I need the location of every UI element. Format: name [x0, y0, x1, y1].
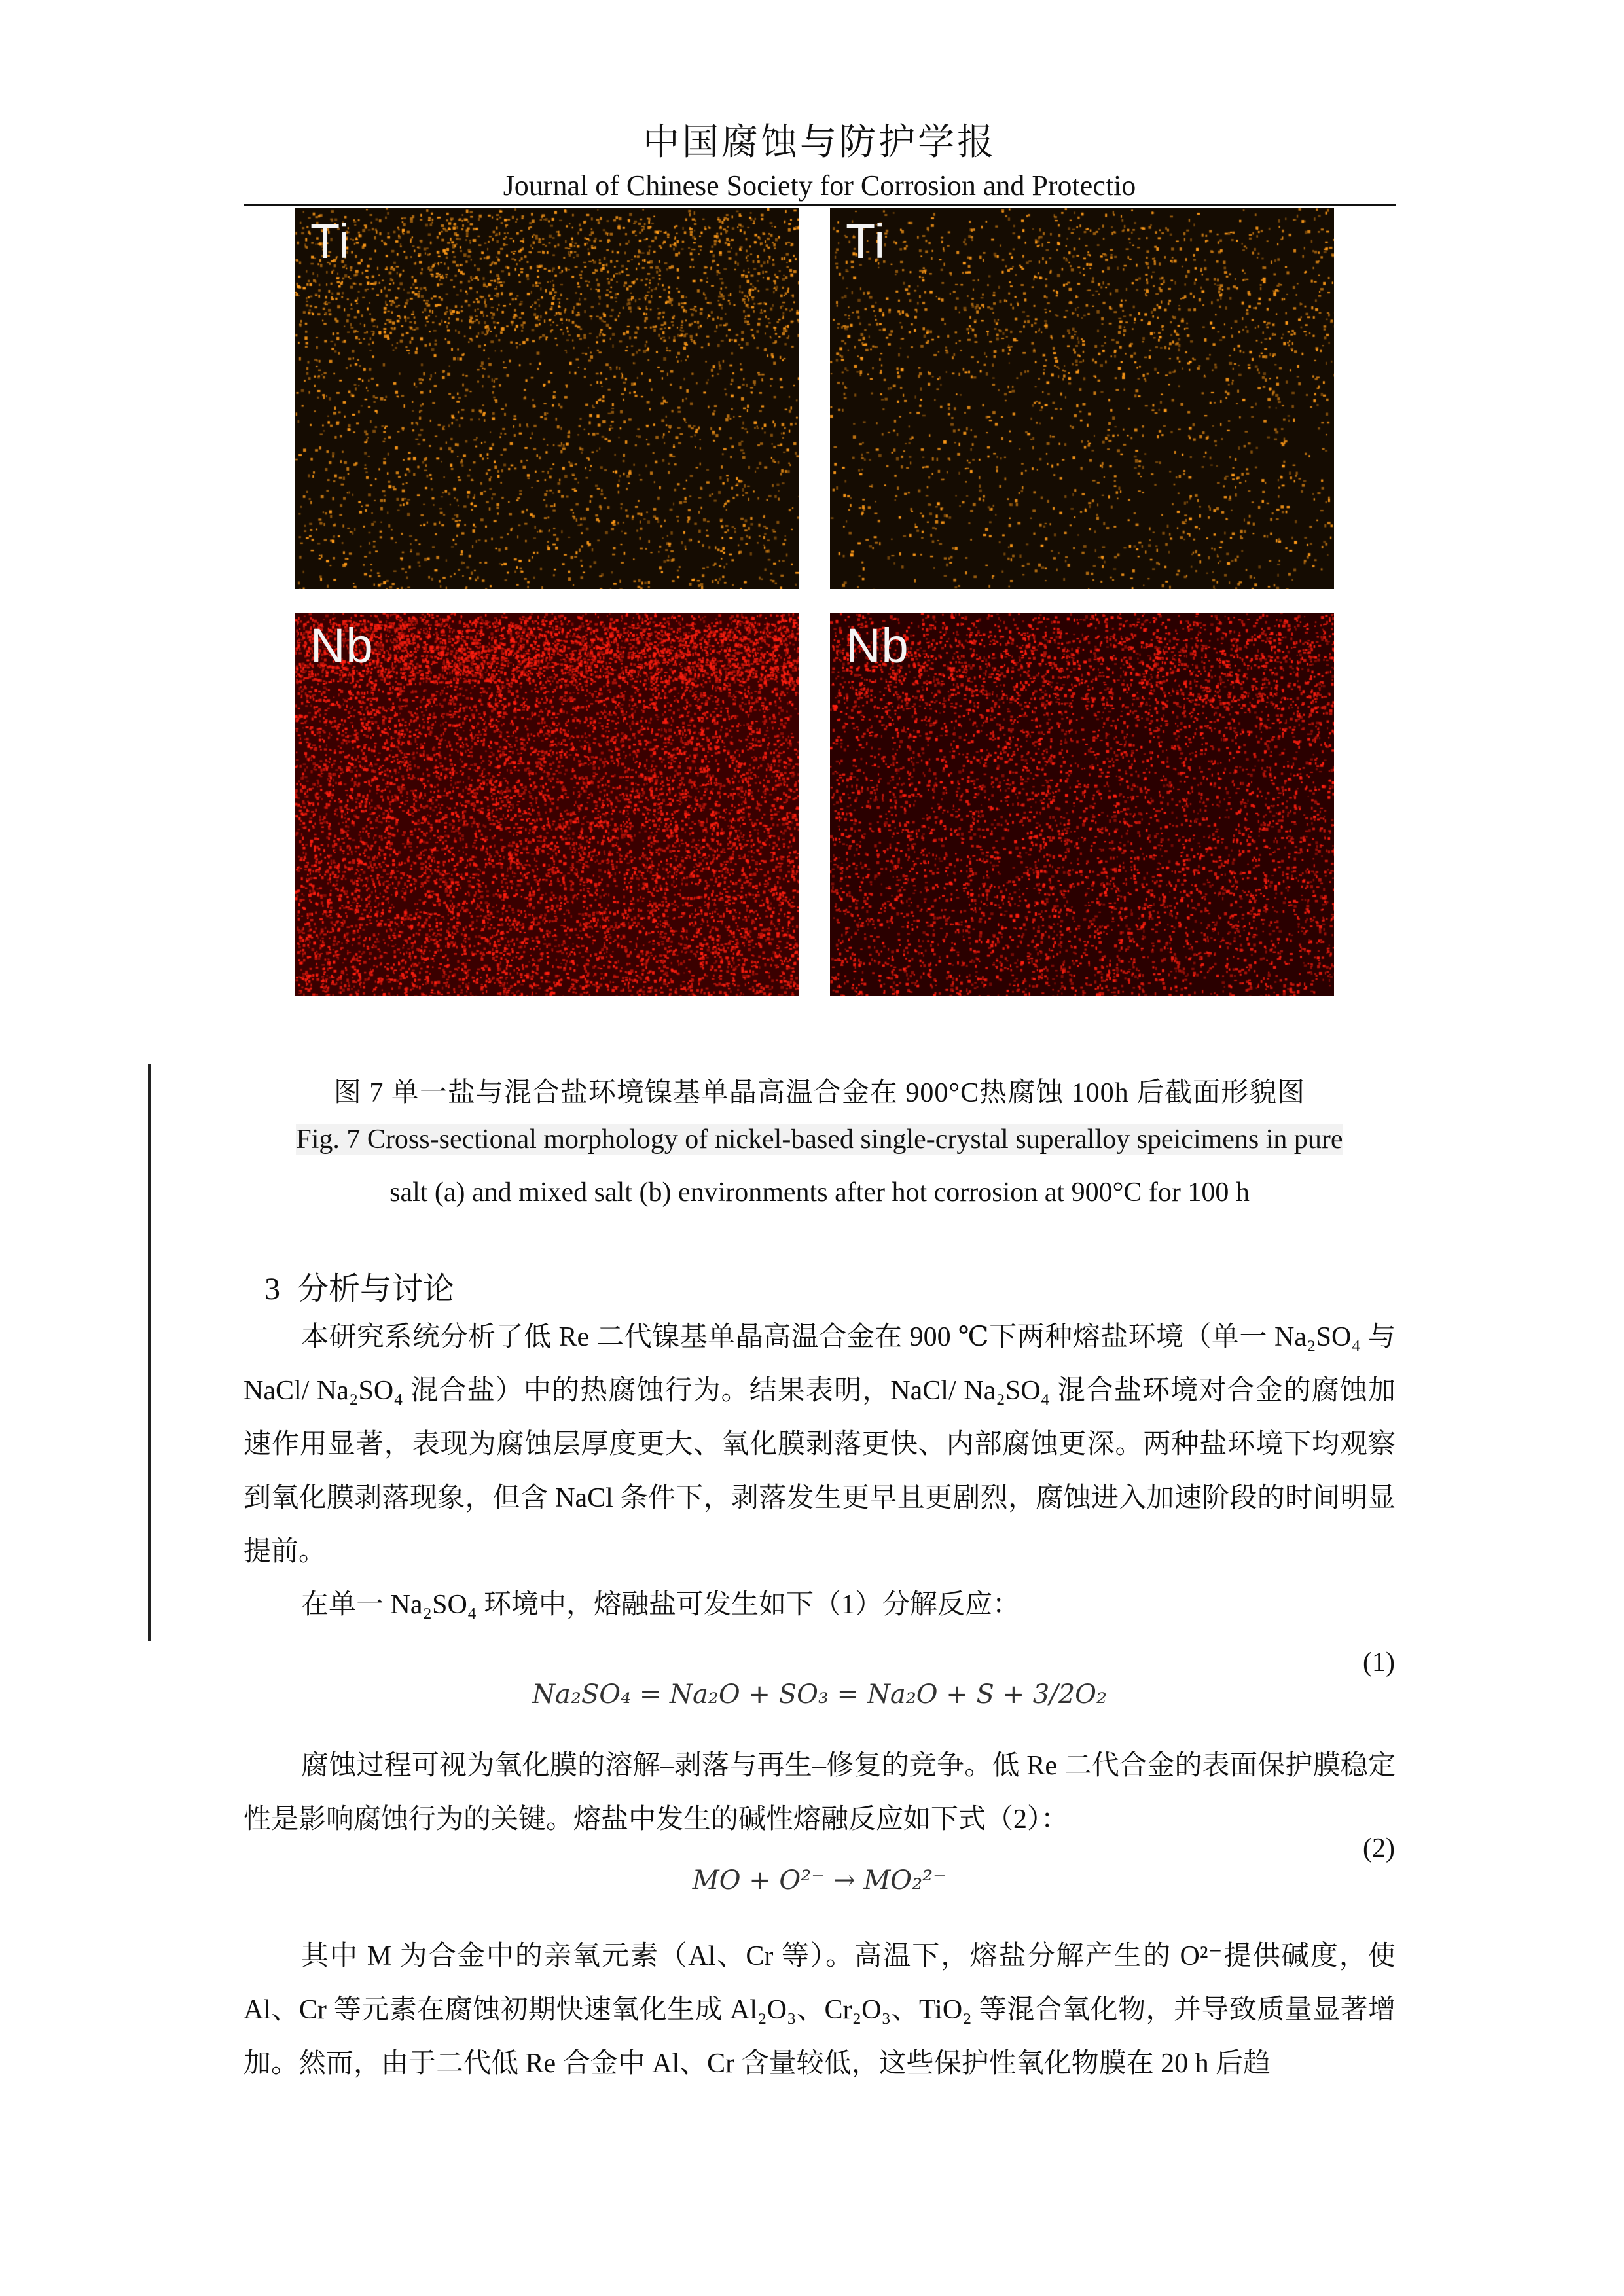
figure-panel-nb-a	[295, 613, 799, 996]
figure-panel-ti-b	[830, 208, 1334, 589]
paragraph-4: 其中 M 为合金中的亲氧元素（Al、Cr 等）。高温下，熔盐分解产生的 O²⁻提供碱度，使 Al、Cr 等元素在腐蚀初期快速氧化生成 Al₂O₃、Cr₂O₃、TiO₂ 等混合氧化物，并导致质量显著增加。然而，由于二代低 Re 合金中 Al、Cr 含量较低，这些保护性氧化物膜在 20 h 后趋	[244, 1941, 1396, 2079]
panel-label: Nb	[310, 619, 374, 673]
equation-1-number: (1)	[1363, 1647, 1395, 1677]
paragraph-3: 腐蚀过程可视为氧化膜的溶解–剥落与再生–修复的竞争。低 Re 二代合金的表面保护膜稳定性是影响腐蚀行为的关键。熔盐中发生的碱性熔融反应如下式（2）：	[244, 1751, 1396, 1835]
panel-label: Ti	[846, 214, 886, 268]
panel-label: Nb	[846, 619, 909, 673]
paragraph-2: 在单一 Na₂SO₄ 环境中，熔融盐可发生如下（1）分解反应：	[301, 1590, 1020, 1620]
figure-panel-ti-a	[295, 208, 799, 589]
paragraph-1: 本研究系统分析了低 Re 二代镍基单晶高温合金在 900 ℃下两种熔盐环境（单一 Na₂SO₄ 与 NaCl/ Na₂SO₄ 混合盐）中的热腐蚀行为。结果表明，NaCl/ Na₂SO₄ 混合盐环境对合金的腐蚀加速作用显著，表现为腐蚀层厚度更大、氧化膜剥落更快、内部腐蚀更深。两种盐环境下均观察到氧化膜剥落现象，但含 NaCl 条件下，剥落发生更早且更剧烈，腐蚀进入加速阶段的时间明显提前。	[244, 1322, 1396, 1567]
figure-caption-en-line2: salt (a) and mixed salt (b) environments after hot corrosion at 900°C for 100 h	[389, 1177, 1250, 1208]
figure-panel-nb-b	[830, 613, 1334, 996]
panel-label: Ti	[310, 214, 350, 268]
ti-b-map	[830, 208, 1334, 589]
journal-title-cn: 中国腐蚀与防护学报	[643, 121, 996, 164]
journal-title-en: Journal of Chinese Society for Corrosion and Protectio	[503, 170, 1136, 202]
equation-2: MO + O²⁻ → MO₂²⁻	[692, 1865, 947, 1895]
section-title: 分析与讨论	[297, 1270, 455, 1307]
section-number: 3	[264, 1272, 280, 1306]
equation-1: Na₂SO₄ = Na₂O + SO₃ = Na₂O + S + 3/2O₂	[532, 1679, 1108, 1710]
revision-bar	[148, 1064, 151, 1641]
ti-a-map	[295, 208, 799, 589]
figure-caption-cn: 图 7 单一盐与混合盐环境镍基单晶高温合金在 900°C热腐蚀 100h 后截面形貌图	[333, 1078, 1306, 1108]
figure-caption-en-line1	[244, 1124, 1396, 1155]
equation-2-number: (2)	[1363, 1833, 1395, 1863]
section-heading	[264, 1263, 454, 1308]
page-header	[244, 118, 1396, 204]
caption-en-line1-text: Fig. 7 Cross-sectional morphology of nickel-based single-crystal superalloy speicimens in pure	[296, 1124, 1343, 1155]
header-rule	[244, 204, 1396, 206]
